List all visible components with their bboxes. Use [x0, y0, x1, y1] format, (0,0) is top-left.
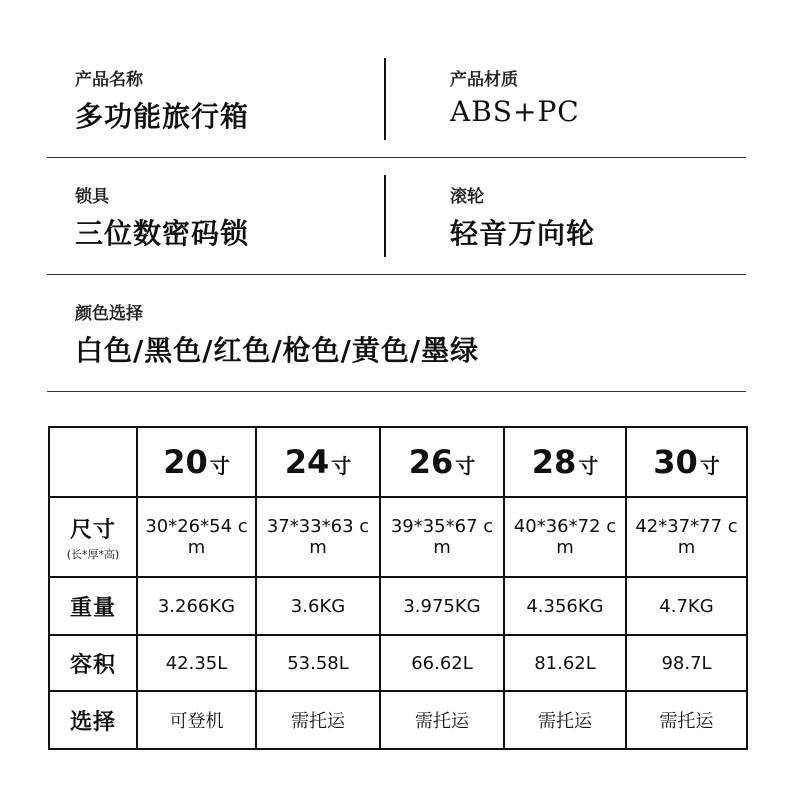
spec-table — [48, 426, 748, 750]
row-header-volume — [49, 635, 137, 691]
table-cell — [137, 691, 256, 749]
table-cell — [380, 577, 504, 635]
column-header-28 — [504, 427, 626, 497]
row-subtitle: (长*厚*高) — [66, 547, 120, 561]
volume-value: 81.62L — [534, 652, 596, 674]
color-label: 颜色选择 — [75, 304, 143, 324]
table-cell — [380, 497, 504, 577]
table-cell — [380, 691, 504, 749]
option-value: 需托运 — [415, 711, 469, 732]
table-row-volume — [49, 635, 747, 691]
wheel-label: 滚轮 — [450, 187, 484, 207]
table-cell — [504, 691, 626, 749]
wheel-value: 轻音万向轮 — [450, 217, 596, 250]
table-cell — [626, 497, 747, 577]
table-cell — [504, 577, 626, 635]
table-cell — [626, 577, 747, 635]
weight-value: 4.356KG — [526, 595, 604, 617]
size-value: 39*35*67 cm — [390, 516, 494, 558]
column-size-number: 26 — [408, 443, 454, 481]
column-header-30 — [626, 427, 747, 497]
row-header-option — [49, 691, 137, 749]
lock-value: 三位数密码锁 — [75, 217, 250, 250]
option-value: 需托运 — [659, 711, 714, 732]
weight-value: 4.7KG — [659, 595, 714, 617]
column-header-26 — [380, 427, 504, 497]
column-size-number: 24 — [284, 443, 330, 481]
volume-value: 53.58L — [287, 652, 349, 674]
size-value: 40*36*72 cm — [513, 516, 617, 558]
weight-value: 3.266KG — [157, 595, 236, 617]
table-cell — [137, 497, 256, 577]
column-size-number: 28 — [531, 443, 577, 481]
product-name-label: 产品名称 — [75, 70, 143, 90]
row-header-size — [49, 497, 137, 577]
column-size-number: 20 — [163, 443, 208, 481]
column-size-unit: 寸 — [331, 454, 352, 478]
row-title: 容积 — [69, 652, 116, 678]
option-value: 需托运 — [291, 711, 345, 732]
volume-value: 66.62L — [411, 652, 473, 674]
row-title: 尺寸 — [69, 517, 116, 543]
column-size-unit: 寸 — [699, 454, 720, 478]
option-value: 可登机 — [169, 711, 224, 732]
row-title: 选择 — [69, 709, 116, 735]
size-value: 42*37*77 cm — [635, 516, 738, 558]
table-cell — [256, 577, 380, 635]
vertical-divider — [384, 175, 386, 257]
size-value: 37*33*63 cm — [266, 516, 370, 558]
row-title: 重量 — [69, 595, 116, 621]
column-size-unit: 寸 — [578, 454, 599, 478]
table-row-weight — [49, 577, 747, 635]
table-cell — [504, 497, 626, 577]
column-header-20 — [137, 427, 256, 497]
table-cell — [626, 691, 747, 749]
column-size-number: 30 — [653, 443, 698, 481]
column-header-24 — [256, 427, 380, 497]
info-row-name-material — [47, 40, 746, 158]
table-row-size — [49, 497, 747, 577]
table-cell — [256, 497, 380, 577]
weight-value: 3.6KG — [290, 595, 346, 617]
table-cell — [137, 635, 256, 691]
product-material-value: ABS+PC — [450, 95, 580, 128]
info-row-lock-wheel — [47, 157, 746, 275]
product-material-label: 产品材质 — [450, 70, 518, 90]
table-header-row — [49, 427, 747, 497]
option-value: 需托运 — [538, 711, 592, 732]
table-cell — [137, 577, 256, 635]
vertical-divider — [384, 58, 386, 140]
table-cell — [256, 635, 380, 691]
info-row-color — [47, 274, 746, 392]
table-cell — [504, 635, 626, 691]
table-cell — [256, 691, 380, 749]
table-cell — [380, 635, 504, 691]
table-row-option — [49, 691, 747, 749]
color-value: 白色/黑色/红色/枪色/黄色/墨绿 — [75, 334, 480, 367]
size-value: 30*26*54 cm — [145, 516, 248, 558]
weight-value: 3.975KG — [403, 595, 481, 617]
row-header-weight — [49, 577, 137, 635]
column-size-unit: 寸 — [209, 454, 230, 478]
volume-value: 42.35L — [165, 652, 228, 674]
volume-value: 98.7L — [661, 652, 712, 674]
lock-label: 锁具 — [75, 187, 109, 207]
table-corner-cell — [49, 427, 137, 497]
column-size-unit: 寸 — [455, 454, 476, 478]
product-name-value: 多功能旅行箱 — [75, 100, 250, 133]
table-cell — [626, 635, 747, 691]
